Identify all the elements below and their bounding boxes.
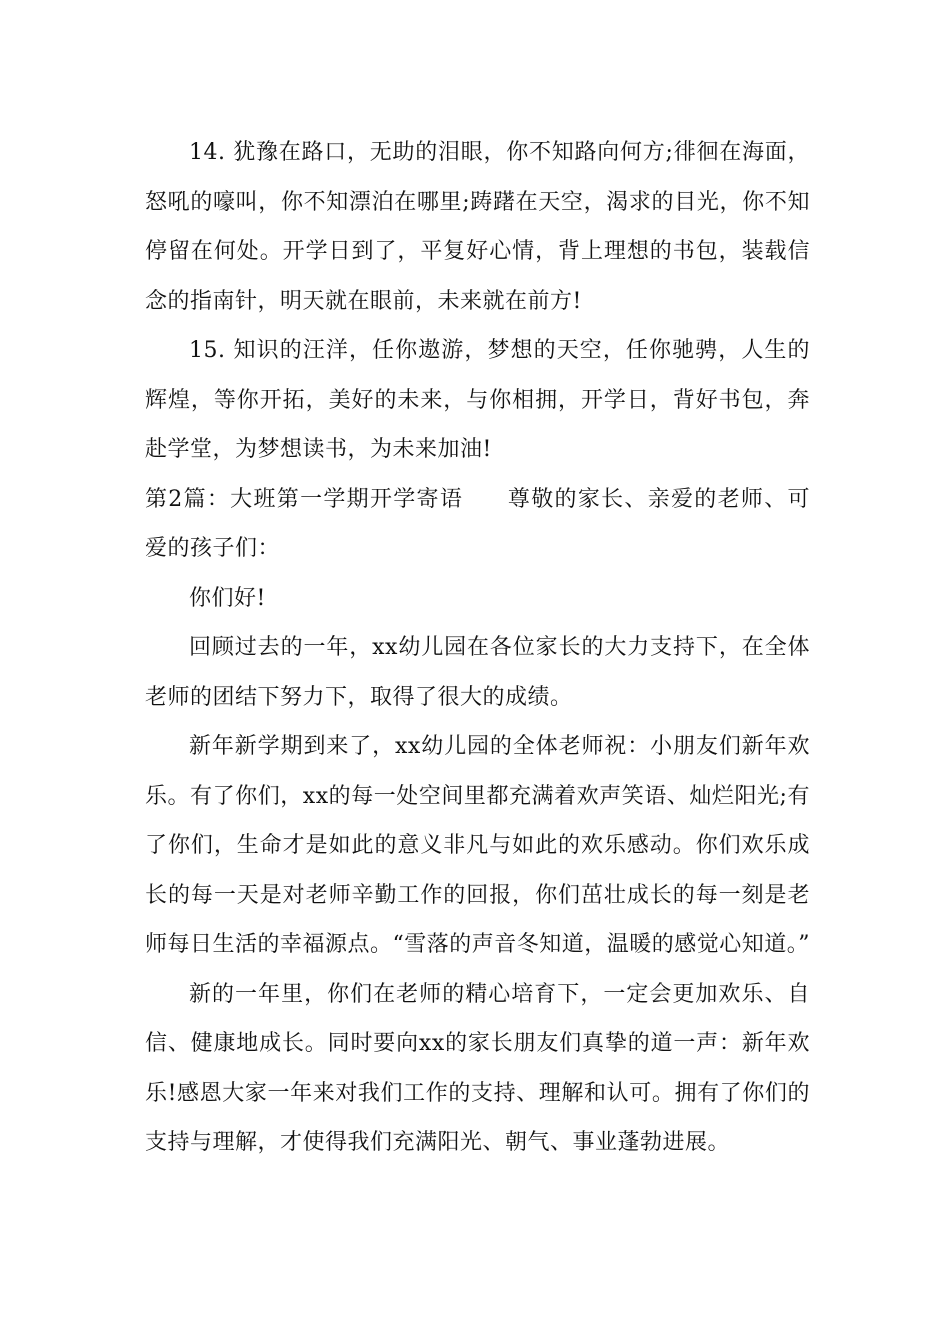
letter-future: 新的一年里，你们在老师的精心培育下，一定会更加欢乐、自信、健康地成长。同时要向xx的家长朋友们真挚的道一声：新年欢乐!感恩大家一年来对我们工作的支持、理解和认可。拥有了你们的支持与理解，才使得我们充满阳光、朝气、事业蓬勃进展。 bbox=[145, 981, 810, 1155]
section-heading bbox=[145, 475, 810, 574]
letter-hello: 你们好! bbox=[189, 585, 266, 611]
document-body bbox=[145, 128, 810, 1168]
letter-review: 回顾过去的一年，xx幼儿园在各位家长的大力支持下，在全体老师的团结下努力下，取得了很大的成绩。 bbox=[145, 635, 810, 710]
paragraph-14: 14. 犹豫在路口，无助的泪眼，你不知路向何方;徘徊在海面，怒吼的嚎叫，你不知漂泊在哪里;踌躇在天空，渴求的目光，你不知停留在何处。开学日到了，平复好心情，背上理想的书包，装载信念的指南针，明天就在眼前，未来就在前方! bbox=[145, 140, 810, 314]
section-title: 第2篇：大班第一学期开学寄语 bbox=[145, 486, 464, 512]
letter-greeting: 尊敬的家长、亲爱的老师、可爱的孩子们： bbox=[145, 486, 810, 561]
paragraph-15: 15. 知识的汪洋，任你遨游，梦想的天空，任你驰骋，人生的辉煌，等你开拓，美好的未来，与你相拥，开学日，背好书包，奔赴学堂，为梦想读书，为未来加油! bbox=[145, 338, 810, 462]
letter-newyear: 新年新学期到来了，xx幼儿园的全体老师祝：小朋友们新年欢乐。有了你们，xx的每一处空间里都充满着欢声笑语、灿烂阳光;有了你们，生命才是如此的意义非凡与如此的欢乐感动。你们欢乐成长的每一天是对老师辛勤工作的回报，你们茁壮成长的每一刻是老师每日生活的幸福源点。“雪落的声音冬知道，温暖的感觉心知道。” bbox=[145, 734, 810, 957]
